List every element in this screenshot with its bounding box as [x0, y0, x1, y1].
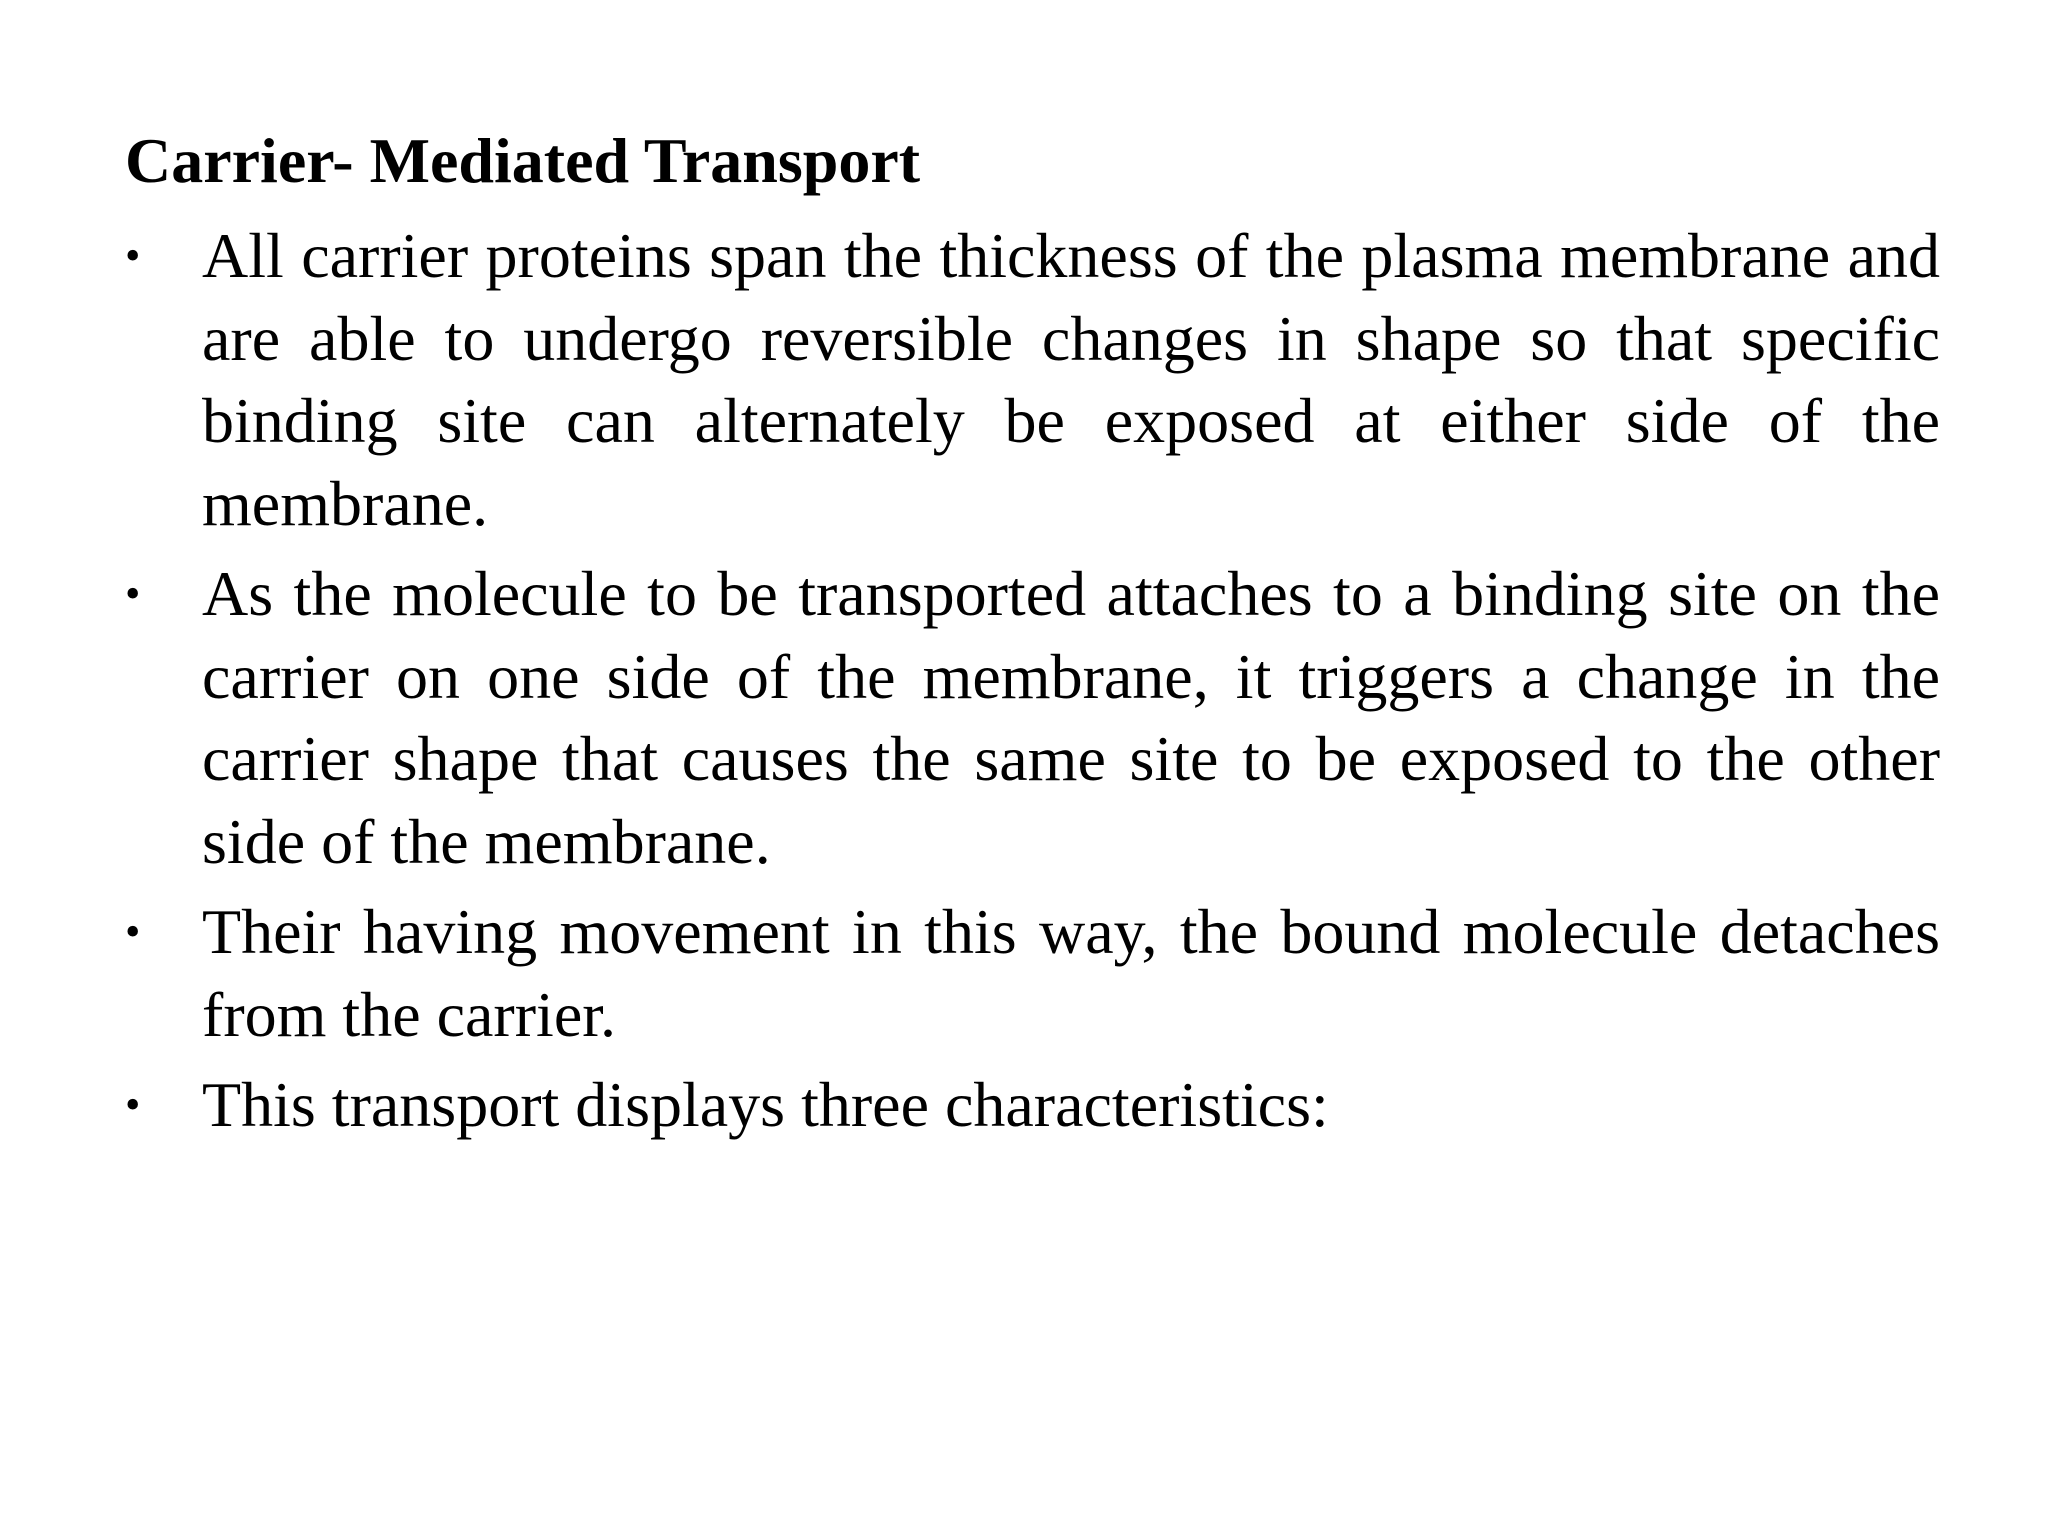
bullet-text: Their having movement in this way, the bound molecule detaches from the carrier.: [202, 896, 1940, 1050]
bullet-item: [125, 553, 1940, 883]
bullet-dot-icon: •: [125, 907, 141, 956]
bullet-dot-icon: •: [125, 231, 141, 280]
slide-title: Carrier- Mediated Transport: [125, 125, 921, 196]
bullet-item: [125, 215, 1940, 545]
bullet-text: All carrier proteins span the thickness of the plasma membrane and are able to undergo reversible changes in shape so that specific binding site can alternately be exposed at either side of the membrane.: [202, 220, 1940, 539]
bullet-dot-icon: •: [125, 569, 141, 618]
bullet-dot-icon: •: [125, 1080, 141, 1129]
bullet-item: [125, 891, 1940, 1056]
bullet-item: [125, 1064, 1940, 1147]
bullet-text: This transport displays three characteristics:: [202, 1069, 1329, 1140]
bullet-text: As the molecule to be transported attaches to a binding site on the carrier on one side of the membrane, it triggers a change in the carrier shape that causes the same site to be exposed to the other side of the membrane.: [202, 558, 1940, 877]
bullet-list: [125, 215, 1940, 1155]
